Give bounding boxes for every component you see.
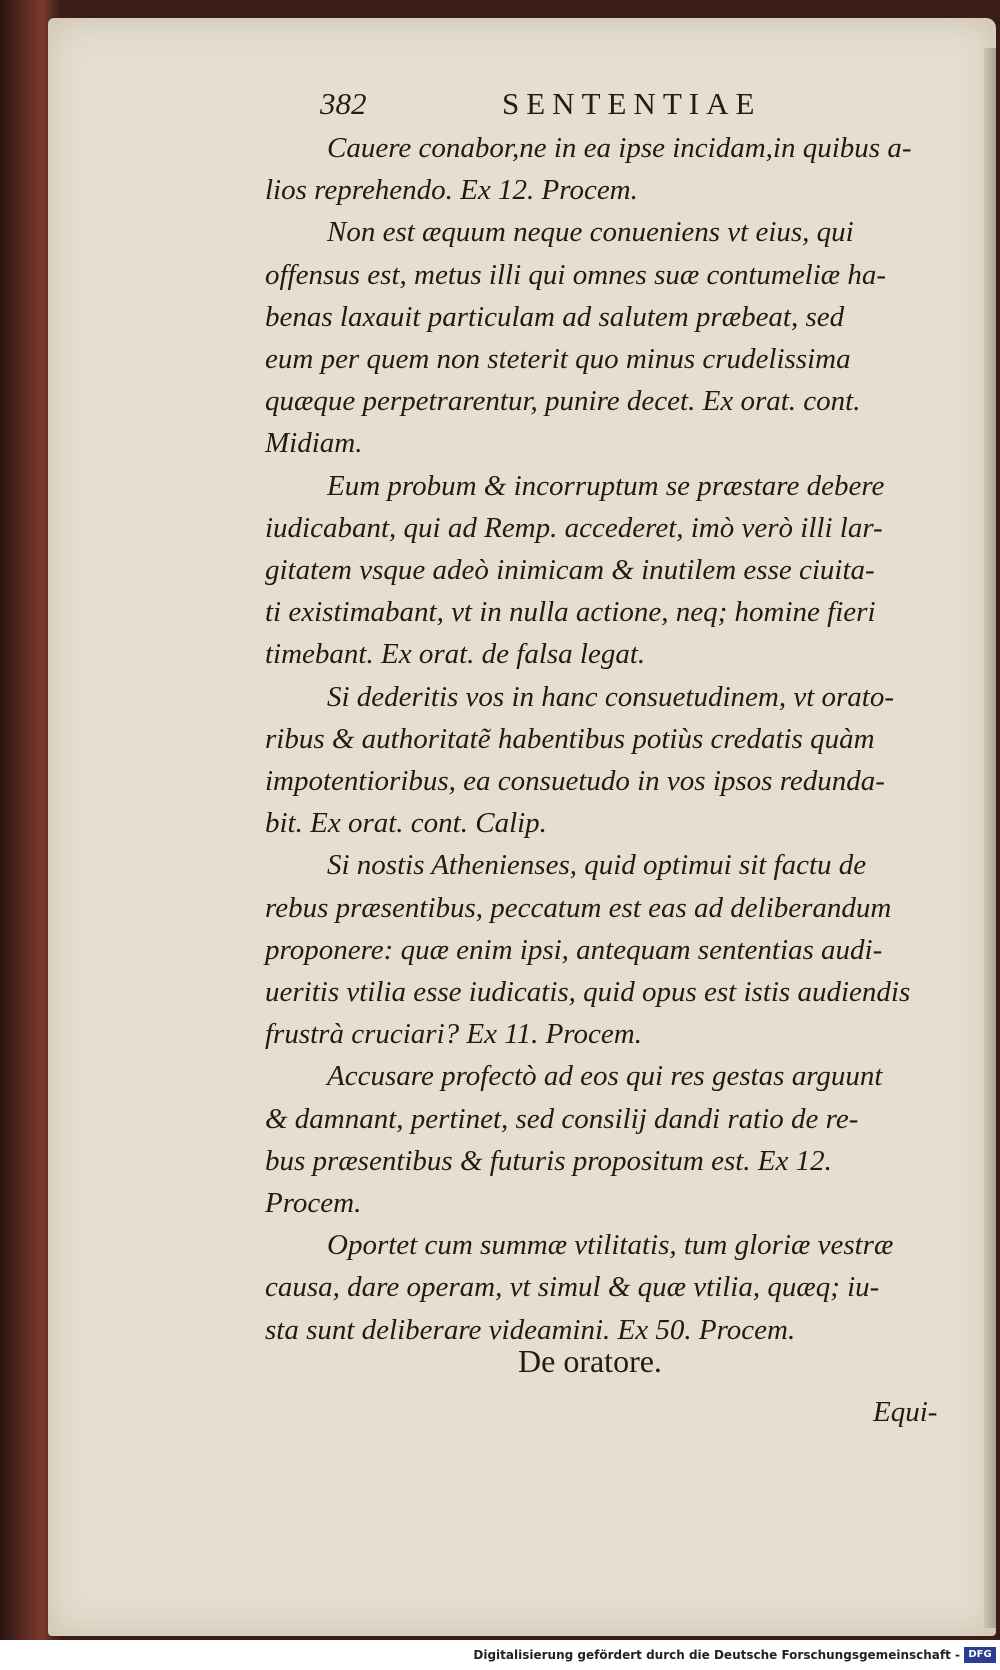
paragraph	[265, 127, 965, 211]
text-line: quæque perpetrarentur, punire decet. Ex orat. cont.	[265, 385, 861, 418]
dfg-logo: DFG	[964, 1647, 996, 1663]
running-title: SENTENTIAE	[502, 86, 762, 121]
text-line: iudicabant, qui ad Remp. accederet, imò verò illi lar-	[265, 511, 883, 544]
paragraph	[265, 211, 965, 464]
text-line: causa, dare operam, vt simul & quæ vtilia, quæq; iu-	[265, 1271, 880, 1304]
text-line: Midiam.	[265, 427, 363, 460]
page-header	[320, 86, 840, 126]
text-line: impotentioribus, ea consuetudo in vos ipsos redunda-	[265, 765, 885, 798]
text-line: offensus est, metus illi qui omnes suæ contumeliæ ha-	[265, 258, 887, 291]
text-line: bit. Ex orat. cont. Calip.	[265, 807, 547, 840]
text-line: proponere: quæ enim ipsi, antequam sententias audi-	[265, 933, 883, 966]
text-line: ribus & authoritatẽ habentibus potiùs credatis quàm	[265, 722, 875, 755]
text-line: lios reprehendo. Ex 12. Procem.	[265, 174, 638, 207]
text-line: eum per quem non steterit quo minus crudelissima	[265, 343, 851, 376]
text-line: & damnant, pertinet, sed consilij dandi ratio de re-	[265, 1102, 859, 1135]
text-line: timebant. Ex orat. de falsa legat.	[265, 638, 646, 671]
text-line: Eum probum & incorruptum se præstare debere	[327, 469, 885, 502]
paragraph	[265, 1055, 965, 1224]
text-line: Accusare profectò ad eos qui res gestas arguunt	[327, 1060, 883, 1093]
section-heading: De oratore.	[518, 1343, 662, 1379]
text-line: bus præsentibus & futuris propositum est. Ex 12.	[265, 1144, 832, 1177]
paragraph	[265, 465, 965, 676]
paragraph	[265, 844, 965, 1055]
paragraph	[265, 676, 965, 845]
text-line: Non est æquum neque conueniens vt eius, qui	[327, 216, 854, 249]
paragraph	[265, 1224, 965, 1351]
footer	[0, 1640, 1000, 1670]
text-line: Oportet cum summæ vtilitatis, tum gloriæ vestræ	[327, 1229, 894, 1262]
page-number: 382	[320, 86, 367, 121]
text-line: frustrà cruciari? Ex 11. Procem.	[265, 1018, 642, 1051]
text-line: Procem.	[265, 1187, 362, 1220]
text-line: sta sunt deliberare videamini. Ex 50. Procem.	[265, 1313, 796, 1346]
text-line: gitatem vsque adeò inimicam & inutilem esse ciuita-	[265, 554, 875, 587]
text-line: benas laxauit particulam ad salutem præbeat, sed	[265, 300, 845, 333]
text-line: Cauere conabor,ne in ea ipse incidam,in quibus a-	[327, 132, 912, 164]
text-line: ueritis vtilia esse iudicatis, quid opus est istis audiendis	[265, 976, 911, 1009]
page-body	[265, 127, 965, 1351]
text-line: Si dederitis vos in hanc consuetudinem, vt orato-	[327, 680, 895, 713]
page-edge	[984, 48, 996, 1628]
text-line: Si nostis Athenienses, quid optimui sit factu de	[327, 849, 867, 882]
catchword: Equi-	[873, 1396, 938, 1428]
text-line: rebus præsentibus, peccatum est eas ad deliberandum	[265, 891, 892, 924]
text-line: ti existimabant, vt in nulla actione, neq; homine fieri	[265, 596, 876, 629]
footer-credit: Digitalisierung gefördert durch die Deutsche Forschungsgemeinschaft -	[473, 1648, 960, 1662]
